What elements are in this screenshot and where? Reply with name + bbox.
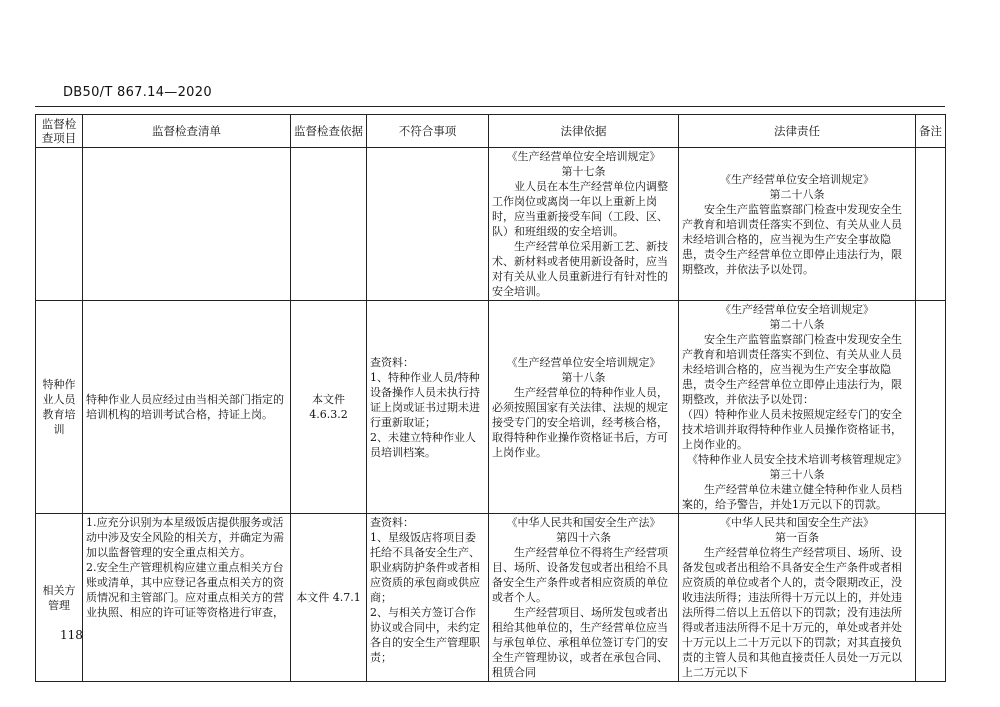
cell-law xyxy=(489,148,679,301)
checklist-item: 2.安全生产管理机构应建立重点相关方台账或清单，其中应登记各重点相关方的资质情况和主管部门。应对重点相关方的营业执照、相应的许可证等资格进行审查， xyxy=(86,561,284,619)
table-row xyxy=(36,148,946,301)
law-paragraph: 2、与相关方签订合作协议或合同中，未约定各自的安全生产管理职责； xyxy=(370,606,480,664)
header-rule xyxy=(35,106,945,107)
col-header-basis: 监督检查依据 xyxy=(291,115,367,148)
cell-item: 相关方管理 xyxy=(36,514,83,682)
cell-basis: 本文件 4.6.3.2 xyxy=(291,301,367,514)
cell-basis xyxy=(291,148,367,301)
cell-checklist xyxy=(83,514,291,682)
law-paragraph: 安全生产监管监察部门检查中发现安全生产教育和培训责任落实不到位、有关从业人员未经培训合格的，应当视为生产安全事故隐患，责令生产经营单位立即停止违法行为，限期整改，并依法予以处罚。 xyxy=(682,202,902,276)
cell-liability xyxy=(679,148,916,301)
col-header-nonconformity: 不符合事项 xyxy=(367,115,489,148)
law-article: 第三十八条 xyxy=(769,468,825,481)
col-header-item: 监督检查项目 xyxy=(36,115,83,148)
law-title: 《生产经营单位安全培训规定》 xyxy=(720,172,874,186)
law-paragraph: 生产经营项目、场所发包或者出租给其他单位的，生产经营单位应当与承包单位、承租单位签订专门的安全生产管理协议，或者在承包合同、租赁合同 xyxy=(492,606,668,679)
cell-checklist xyxy=(83,148,291,301)
cell-remark xyxy=(916,301,946,514)
supervision-table xyxy=(35,114,946,682)
law-paragraph: 查资料： xyxy=(370,355,414,369)
checklist-item: 1.应充分识别为本星级饭店提供服务或活动中涉及安全风险的相关方，并确定为需加以监督管理的安全重点相关方。 xyxy=(86,516,284,559)
law-title: 《中华人民共和国安全生产法》 xyxy=(506,516,661,529)
law-article: 第二十八条 xyxy=(769,318,825,331)
law-article: 第二十八条 xyxy=(769,187,825,201)
law-title: 《生产经营单位安全培训规定》 xyxy=(506,150,661,163)
law-paragraph: 生产经营单位采用新工艺、新技术、新材料或者使用新设备时，应当对有关从业人员重新进行有针对性的安全培训。 xyxy=(492,240,668,298)
table-header-row xyxy=(36,115,946,148)
law-paragraph: 生产经营单位未建立健全特种作业人员档案的，给予警告，并处1万元以下的罚款。 xyxy=(682,483,902,511)
cell-liability xyxy=(679,514,916,682)
document-code: DB50/T 867.14—2020 xyxy=(63,85,212,100)
cell-remark xyxy=(916,514,946,682)
cell-remark xyxy=(916,148,946,301)
law-article: 第十七条 xyxy=(561,165,606,178)
col-header-law: 法律依据 xyxy=(489,115,679,148)
law-paragraph: （四）特种作业人员未按照规定经专门的安全技术培训并取得特种作业人员操作资格证书，上岗作业的。 xyxy=(682,408,902,451)
law-paragraph: 生产经营单位不得将生产经营项目、场所、设备发包或者出租给不具备安全生产条件或者相应资质的单位或者个人。 xyxy=(492,546,668,604)
law-paragraph: 1、星级饭店将项目委托给不具备安全生产、职业病防护条件或者相应资质的承包商或供应商； xyxy=(370,531,480,604)
law-article: 第一百条 xyxy=(775,531,819,544)
col-header-remark: 备注 xyxy=(916,115,946,148)
law-title: 《特种作业人员安全技术培训考核管理规定》 xyxy=(687,453,907,466)
law-title: 《生产经营单位安全培训规定》 xyxy=(506,355,661,369)
cell-law xyxy=(489,514,679,682)
cell-basis: 本文件 4.7.1 xyxy=(291,514,367,682)
col-header-checklist: 监督检查清单 xyxy=(83,115,291,148)
law-article: 第四十六条 xyxy=(556,531,611,544)
cell-nonconformity xyxy=(367,301,489,514)
law-paragraph: 查资料： xyxy=(370,516,414,529)
table-row xyxy=(36,301,946,514)
law-paragraph: 2、未建立特种作业人员培训档案。 xyxy=(370,430,476,459)
table-row xyxy=(36,514,946,682)
cell-liability xyxy=(679,301,916,514)
cell-nonconformity xyxy=(367,514,489,682)
cell-item xyxy=(36,148,83,301)
col-header-liability: 法律责任 xyxy=(679,115,916,148)
cell-checklist: 特种作业人员应经过由当相关部门指定的培训机构的培训考试合格，持证上岗。 xyxy=(83,301,291,514)
law-title: 《中华人民共和国安全生产法》 xyxy=(720,516,874,529)
law-paragraph: 生产经营单位将生产经营项目、场所、设备发包或者出租给不具备安全生产条件或者相应资质的单位或者个人的，责令限期改正，没收违法所得；违法所得十万元以上的，并处违法所得二倍以上五倍以下的罚款；没有违法所得或者违法所得不足十万元的，单处或者并处十万元以上二十万元以下的罚款；对其直接负责的主管人员和其他直接责任人员处一万元以上二万元以下 xyxy=(682,546,902,679)
law-article: 第十八条 xyxy=(561,370,606,384)
cell-law xyxy=(489,301,679,514)
law-paragraph: 生产经营单位的特种作业人员，必须按照国家有关法律、法规的规定接受专门的安全培训，经考核合格，取得特种作业操作资格证书后，方可上岗作业。 xyxy=(492,385,668,459)
law-title: 《生产经营单位安全培训规定》 xyxy=(720,303,874,316)
cell-item: 特种作业人员教育培训 xyxy=(36,301,83,514)
page-number: 118 xyxy=(60,628,83,642)
law-paragraph: 1、特种作业人员/特种设备操作人员未执行持证上岗或证书过期未进行重新取证； xyxy=(370,370,480,429)
law-paragraph: 安全生产监管监察部门检查中发现安全生产教育和培训责任落实不到位、有关从业人员未经培训合格的，应当视为生产安全事故隐患，责令生产经营单位立即停止违法行为，限期整改，并依法予以处罚： xyxy=(682,333,902,406)
law-paragraph: 业人员在本生产经营单位内调整工作岗位或离岗一年以上重新上岗时，应当重新接受车间（工段、区、队）和班组级的安全培训。 xyxy=(492,180,668,238)
cell-nonconformity xyxy=(367,148,489,301)
